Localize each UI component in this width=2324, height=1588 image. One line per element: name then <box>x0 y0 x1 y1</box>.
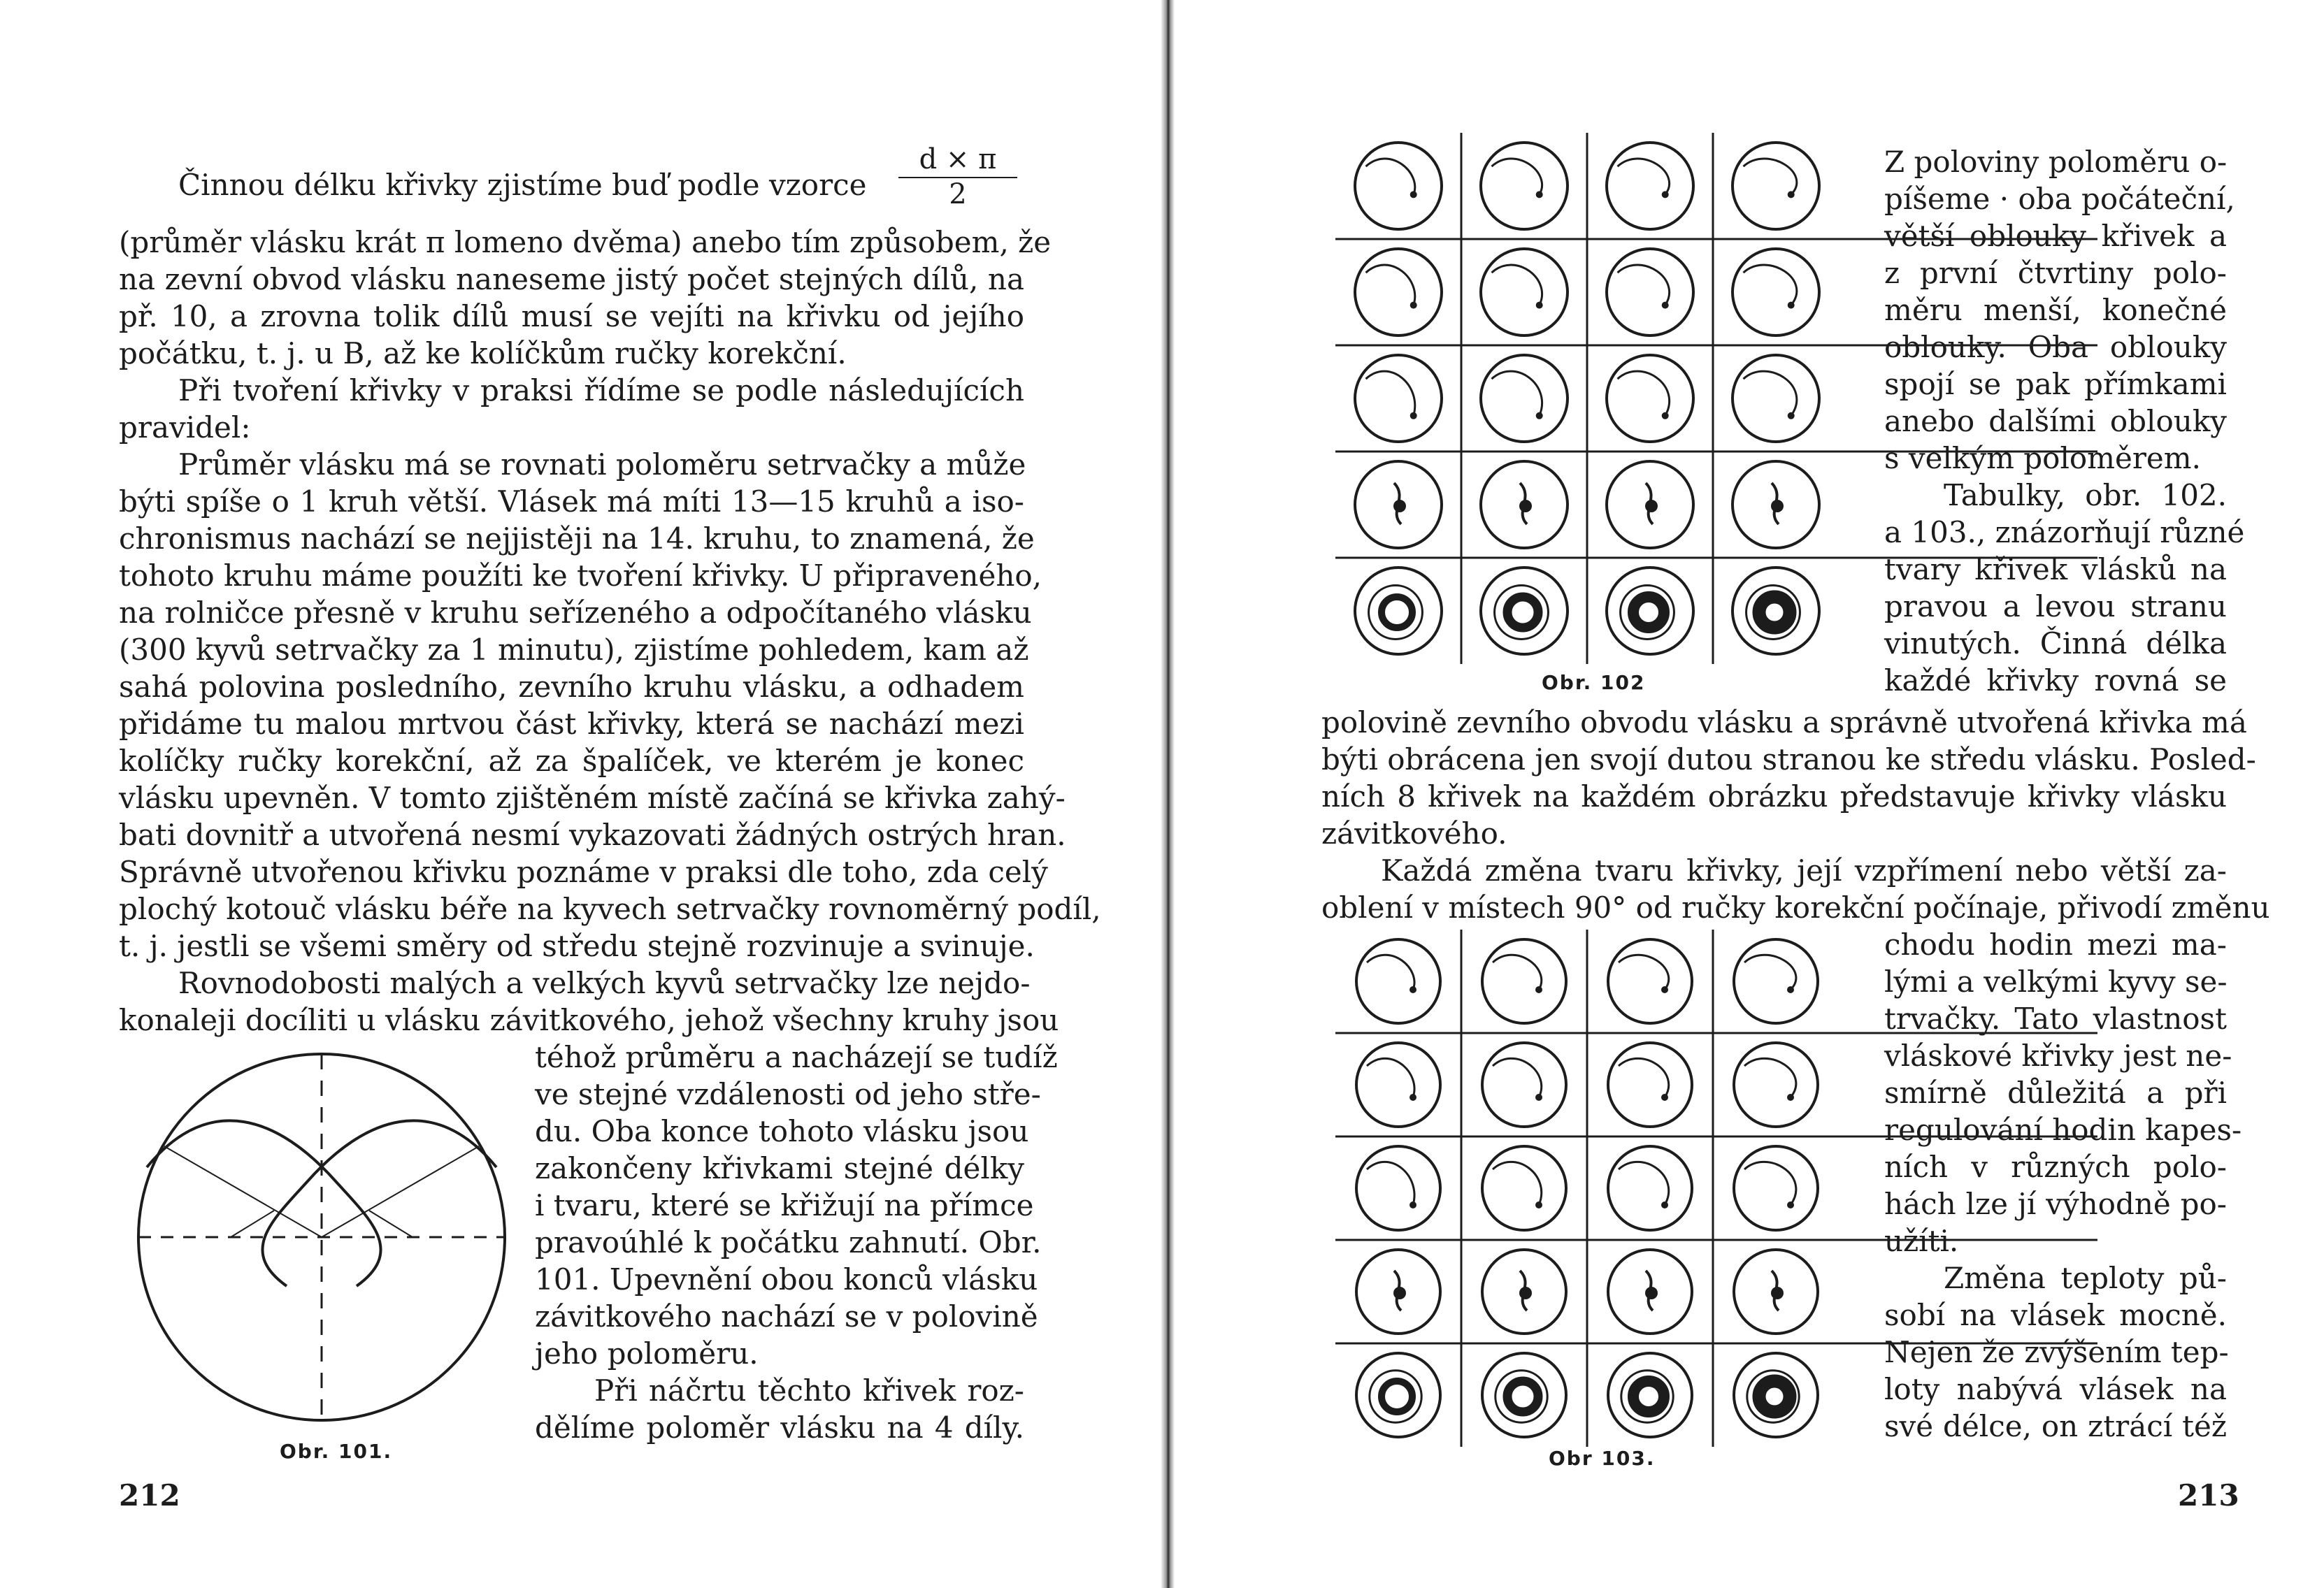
text-line: býti obrácena jen svojí dutou stranou ke středu vlásku. Posled- <box>1321 742 2256 777</box>
text-line: závitkového. <box>1321 816 1507 851</box>
text-line: př. 10, a zrovna tolik dílů musí se vejíti na křivku od jejího <box>119 299 1024 333</box>
spring-curve-diagram <box>1355 461 1442 548</box>
text-line: 101. Upevnění obou konců vlásku <box>535 1262 1038 1297</box>
text-line: sobí na vlásek mocně. <box>1884 1298 2227 1332</box>
left-page <box>0 0 1161 1588</box>
text-line: anebo dalšími oblouky <box>1884 404 2227 438</box>
text-line: s velkým poloměrem. <box>1884 441 2201 475</box>
text-line: du. Oba konce tohoto vlásku jsou <box>535 1114 1029 1148</box>
spring-curve-diagram <box>1482 1043 1566 1127</box>
spring-curve-diagram <box>1356 1353 1440 1437</box>
text-line: Při náčrtu těchto křivek roz- <box>594 1373 1024 1408</box>
text-line: Změna teploty pů- <box>1944 1261 2227 1295</box>
spring-curve-diagram <box>1482 939 1566 1023</box>
text-line: větší oblouky křivek a <box>1884 219 2227 253</box>
spring-curve-diagram <box>1733 355 1819 442</box>
text-line: sahá polovina posledního, zevního kruhu vlásku, a odhadem <box>119 670 1024 704</box>
text-line: jeho poloměru. <box>535 1336 759 1371</box>
text-line: chronismus nachází se nejjistěji na 14. kruhu, to znamená, že <box>119 521 1035 556</box>
spring-curve-diagram <box>1733 461 1819 548</box>
text-line: každé křivky rovná se <box>1884 663 2227 698</box>
spring-curve-diagram <box>1608 1043 1692 1127</box>
text-line: Průměr vlásku má se rovnati poloměru setrvačky a může <box>178 447 1026 482</box>
text-line: smírně důležitá a při <box>1884 1076 2227 1110</box>
spring-curve-diagram <box>1482 1146 1566 1230</box>
spring-curve-diagram <box>1607 355 1693 442</box>
formula <box>898 143 1017 210</box>
text-line: oblení v místech 90° od ručky korekční počínaje, přivodí změnu <box>1321 890 2270 925</box>
text-line: vlásku upevněn. V tomto zjištěném místě začíná se křivka zahý- <box>119 781 1066 815</box>
text-line: užíti. <box>1884 1224 1959 1258</box>
text-line: hách lze jí výhodně po- <box>1884 1187 2227 1221</box>
text-line: (300 kyvů setrvačky za 1 minutu), zjistíme pohledem, kam až <box>119 633 1029 667</box>
text-line: Tabulky, obr. 102. <box>1944 478 2227 512</box>
spring-curve-diagram <box>1481 568 1568 654</box>
text-line: dělíme poloměr vlásku na 4 díly. <box>535 1410 1024 1445</box>
text-line: Činnou délku křivky zjistíme buď podle vzorce <box>178 168 867 202</box>
spring-curve-diagram <box>1733 143 1819 229</box>
text-line: (průměr vlásku krát π lomeno dvěma) anebo tím způsobem, že <box>119 225 1052 259</box>
text-line: býti spíše o 1 kruh větší. Vlásek má míti 13—15 kruhů a iso- <box>119 484 1024 519</box>
text-line: počátku, t. j. u B, až ke kolíčkům ručky korekční. <box>119 336 847 370</box>
spring-curve-diagram <box>1355 355 1442 442</box>
spring-curve-diagram <box>1607 461 1693 548</box>
text-line: lými a velkými kyvy se- <box>1884 965 2228 999</box>
text-line: ních v různých polo- <box>1884 1150 2227 1184</box>
figure-101-caption: Obr. 101. <box>280 1440 393 1463</box>
text-line: chodu hodin mezi ma- <box>1884 927 2227 962</box>
figure-103-caption: Obr 103. <box>1549 1447 1656 1470</box>
spring-curve-diagram <box>1355 249 1442 335</box>
spring-curve-diagram <box>1482 1353 1566 1437</box>
spring-curve-diagram <box>1356 939 1440 1023</box>
text-line: Rovnodobosti malých a velkých kyvů setrvačky lze nejdo- <box>178 966 1031 1000</box>
spring-curve-diagram <box>1481 249 1568 335</box>
text-line: na rolničce přesně v kruhu seřízeného a odpočítaného vlásku <box>119 596 1032 630</box>
text-line: závitkového nachází se v polovině <box>535 1299 1038 1334</box>
spring-curve-diagram <box>1607 568 1693 654</box>
text-line: i tvaru, které se křižují na přímce <box>535 1188 1034 1222</box>
text-line: z první čtvrtiny polo- <box>1884 256 2227 290</box>
text-line: vláskové křivky jest ne- <box>1884 1039 2232 1073</box>
spring-curve-diagram <box>1734 1146 1818 1230</box>
right-page <box>1175 0 2324 1588</box>
text-line: měru menší, konečné <box>1884 293 2227 327</box>
figure-102-caption: Obr. 102 <box>1542 671 1646 694</box>
spring-curve-diagram <box>1733 249 1819 335</box>
spring-curve-diagram <box>1608 939 1692 1023</box>
text-line: regulování hodin kapes- <box>1884 1113 2242 1147</box>
page-number: 213 <box>2178 1478 2239 1513</box>
text-line: své délce, on ztrácí též <box>1884 1409 2227 1443</box>
spring-curve-diagram <box>1608 1146 1692 1230</box>
spring-curve-diagram <box>1481 143 1568 229</box>
text-line: Z poloviny poloměru o- <box>1884 145 2228 179</box>
text-line: Každá změna tvaru křivky, její vzpřímení nebo větší za- <box>1381 853 2227 888</box>
spring-curve-diagram <box>1482 1250 1566 1334</box>
text-line: vinutých. Činná délka <box>1884 626 2227 661</box>
spring-curve-diagram <box>1734 1250 1818 1334</box>
text-line: pravidel: <box>119 410 251 445</box>
spring-curve-diagram <box>1734 939 1818 1023</box>
book-gutter <box>1161 0 1175 1588</box>
text-line: a 103., znázorňují různé <box>1884 515 2245 549</box>
spring-curve-diagram <box>1356 1146 1440 1230</box>
text-line: ních 8 křivek na každém obrázku představuje křivky vlásku <box>1321 779 2227 814</box>
text-line: konaleji docíliti u vlásku závitkového, jehož všechny kruhy jsou <box>119 1003 1059 1037</box>
spring-curve-diagram <box>1356 1043 1440 1127</box>
spring-curve-diagram <box>1607 143 1693 229</box>
spring-curve-diagram <box>1608 1250 1692 1334</box>
text-line: pravoúhlé k počátku zahnutí. Obr. <box>535 1225 1042 1259</box>
formula-denominator: 2 <box>949 178 967 210</box>
spring-curve-diagram <box>1481 461 1568 548</box>
spring-curve-diagram <box>1608 1353 1692 1437</box>
text-line: přidáme tu malou mrtvou část křivky, která se nachází mezi <box>119 707 1024 741</box>
text-line: plochý kotouč vlásku béře na kyvech setrvačky rovnoměrný podíl, <box>119 892 1101 926</box>
figure-101 <box>126 1041 517 1433</box>
page-number: 212 <box>119 1478 180 1513</box>
spring-curve-diagram <box>1734 1043 1818 1127</box>
spring-curve-diagram <box>1355 568 1442 654</box>
spring-curve-diagram <box>1734 1353 1818 1437</box>
text-line: polovině zevního obvodu vlásku a správně utvořená křivka má <box>1321 705 2247 739</box>
text-line: Správně utvořenou křivku poznáme v praksi dle toho, zda celý <box>119 855 1048 889</box>
text-line: oblouky. Oba oblouky <box>1884 330 2227 364</box>
spring-curve-diagram <box>1355 143 1442 229</box>
text-line: píšeme · oba počáteční, <box>1884 182 2235 216</box>
text-line: tohoto kruhu máme použíti ke tvoření křivky. U připraveného, <box>119 558 1042 593</box>
spring-curve-diagram <box>1356 1250 1440 1334</box>
text-line: téhož průměru a nacházejí se tudíž <box>535 1040 1058 1074</box>
spring-curve-diagram <box>1733 568 1819 654</box>
text-line: spojí se pak přímkami <box>1884 367 2227 401</box>
text-line: trvačky. Tato vlastnost <box>1884 1002 2227 1036</box>
text-line: Při tvoření křivky v praksi řídíme se podle následujících <box>178 373 1024 407</box>
spring-curve-diagram <box>1607 249 1693 335</box>
text-line: pravou a levou stranu <box>1884 589 2227 623</box>
text-line: loty nabývá vlásek na <box>1884 1372 2227 1406</box>
text-line: na zevní obvod vlásku naneseme jistý počet stejných dílů, na <box>119 262 1024 296</box>
text-line: Nejen že zvýšením tep- <box>1884 1335 2229 1369</box>
text-line: ve stejné vzdálenosti od jeho stře- <box>535 1077 1041 1111</box>
text-line: zakončeny křivkami stejné délky <box>535 1151 1024 1185</box>
formula-numerator: d × π <box>898 143 1017 178</box>
text-line: bati dovnitř a utvořená nesmí vykazovati žádných ostrých hran. <box>119 818 1066 852</box>
text-line: kolíčky ručky korekční, až za špalíček, ve kterém je konec <box>119 744 1024 778</box>
text-line: tvary křivek vlásků na <box>1884 552 2227 586</box>
text-line: t. j. jestli se všemi směry od středu stejně rozvinuje a svinuje. <box>119 929 1035 963</box>
spring-curve-diagram <box>1481 355 1568 442</box>
